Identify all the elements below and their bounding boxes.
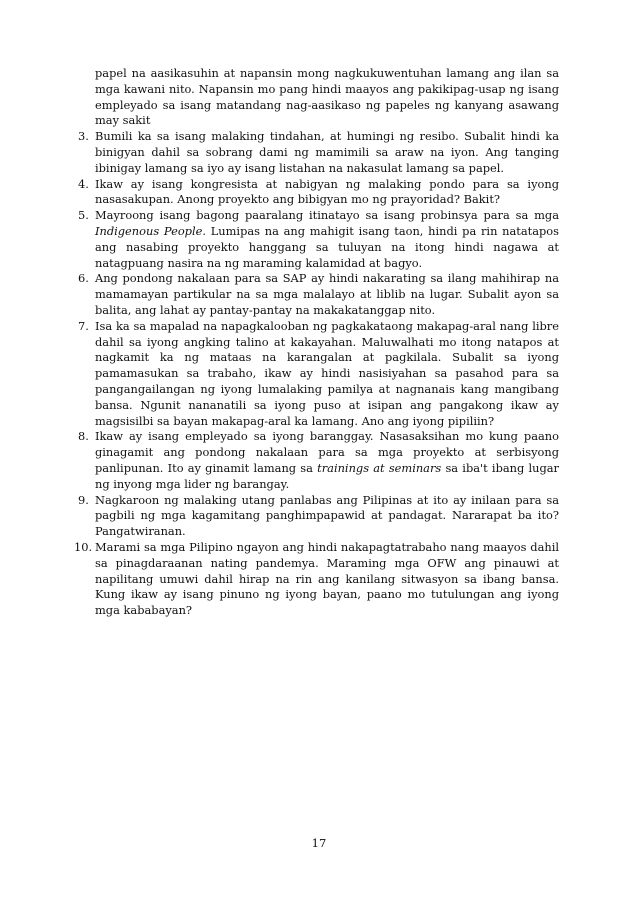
item-text: Nagkaroon ng malaking utang panlabas ang Pilipinas at ito ay inilaan para sa pagbili ng mga kagamitang panghimpapawid at pandagat. Nararapat ba ito? Pangatwiranan. <box>95 492 559 539</box>
list-item-7 <box>78 319 559 430</box>
list-item-9 <box>78 493 559 540</box>
item-text <box>95 208 559 271</box>
item-number: 4. <box>78 176 89 191</box>
item-text: Marami sa mga Pilipino ngayon ang hindi nakapagtatrabaho nang maayos dahil sa pinagdaraanan nating pandemya. Maraming mga OFW ang pinauwi at napilitang umuwi dahil hirap na rin ang kanilang sitwasyon sa ibang bansa. Kung ikaw ay isang pinuno ng iyong bayan, paano mo tutulungan ang iyong mga kababayan? <box>95 539 559 618</box>
list-item-5 <box>78 208 559 271</box>
item-text-emphasis: trainings at seminars <box>317 460 442 475</box>
item-number: 7. <box>78 318 89 333</box>
item-number: 10. <box>74 539 93 554</box>
item-text-emphasis: Indigenous People <box>95 223 203 238</box>
item-text-part: Ikaw ay isang empleyado sa iyong baranggay. Nasasaksihan mo kung paano ginagamit ang pondong nakalaan para sa mga proyekto at serbisyong panlipunan. Ito ay ginamit lamang sa <box>95 429 559 475</box>
item-number: 3. <box>78 129 89 144</box>
list-item-8 <box>78 429 559 492</box>
list-item-3 <box>78 129 559 176</box>
document-body <box>74 66 560 619</box>
list-item-6 <box>78 271 559 318</box>
item-number: 5. <box>78 208 89 223</box>
page-number: 17 <box>311 836 327 850</box>
item-text-part: Mayroong isang bagong paaralang itinatayo sa isang probinsya para sa mga <box>95 208 559 223</box>
item-text <box>95 429 559 492</box>
item-number: 6. <box>78 271 89 286</box>
list-item-4 <box>78 177 559 209</box>
item-text: Isa ka sa mapalad na napagkalooban ng pagkakataong makapag-aral nang libre dahil sa iyong angking talino at kakayahan. Maluwalhati mo itong natapos at nagkamit ka ng mataas na karangalan at pagkilala. Subalit sa iyong pamamasukan sa trabaho, ikaw ay hindi nasisiyahan sa pasahod para sa pangangailangan ng iyong lumalaking pamilya at nagnanais kang mangibang bansa. Ngunit nananatili sa iyong puso at isipan ang pangakong ikaw ay magsisilbi sa bayan makapag-aral ka lamang. Ano ang iyong pipiliin? <box>95 318 559 428</box>
item-text-part: sa iba't ibang lugar ng inyong mga lider ng barangay. <box>95 460 559 491</box>
item-text: Ikaw ay isang kongresista at nabigyan ng malaking pondo para sa iyong nasasakupan. Anong proyekto ang bibigyan mo ng prayoridad? Bakit? <box>95 176 559 207</box>
list-item-10 <box>74 539 559 619</box>
item-text: Bumili ka sa isang malaking tindahan, at humingi ng resibo. Subalit hindi ka binigyan dahil sa sobrang dami ng mamimili sa araw na iyon. Ang tanging ibinigay lamang sa iyo ay isang listahan na nakasulat lamang sa papel. <box>95 129 559 175</box>
item-text: Ang pondong nakalaan para sa SAP ay hindi nakarating sa ilang mahihirap na mamamayan partikular na sa mga malalayo at liblib na lugar. Subalit ayon sa balita, ang lahat ay pantay-pantay na makakatanggap nito. <box>95 271 559 317</box>
item-number: 8. <box>78 429 89 444</box>
continuation-paragraph: papel na aasikasuhin at napansin mong nagkukuwentuhan lamang ang ilan sa mga kawani nito. Napansin mo pang hindi maayos ang pakikipag-usap ng isang empleyado sa isang matandang nag-aasikaso ng papeles ng kanyang asawang may sakit <box>95 66 559 128</box>
item-number: 9. <box>78 492 89 507</box>
item-text-part: . Lumipas na ang mahigit isang taon, hindi pa rin natatapos ang nasabing proyekto hanggang sa tuluyan na itong hindi nagawa at natagpuang nasira na ng maraming kalamidad at bagyo. <box>95 223 560 270</box>
